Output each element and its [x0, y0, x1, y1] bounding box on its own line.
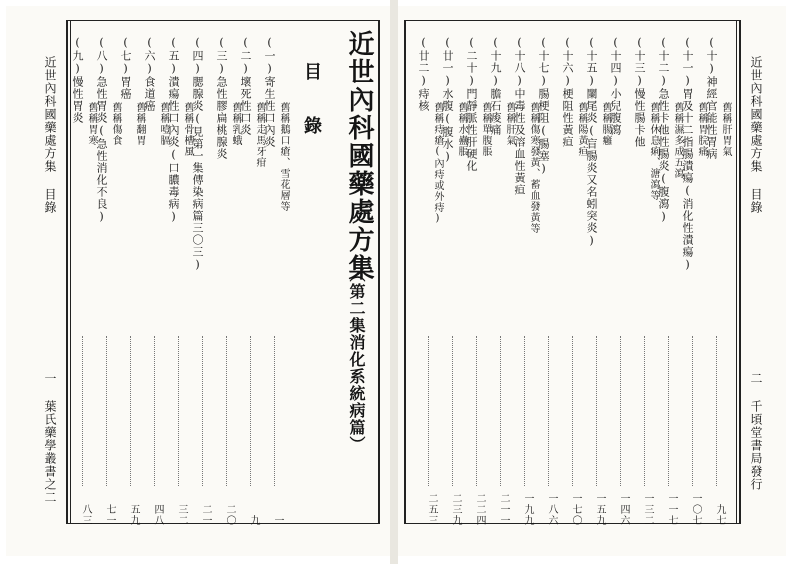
toc-entry-page: 八三 — [80, 504, 91, 526]
leader-dots — [572, 336, 574, 486]
toc-entry-subtitle: 舊稱肝氣 — [504, 102, 515, 146]
leader-dots — [668, 336, 670, 486]
toc-entry-title: (十一)胃及十二指腸潰瘍(消化性潰瘍) — [681, 36, 694, 272]
toc-entry — [118, 36, 144, 526]
toc-entry-title: (十六)梗阻性黃疸 — [561, 36, 574, 148]
left-border-outer — [66, 20, 68, 524]
toc-entry-title: (五)潰瘍性口內炎(口膿毒病) — [167, 36, 180, 224]
left-footer: 葉氏藥學叢書之二 — [43, 400, 57, 504]
gutter — [390, 0, 398, 564]
toc-entry-subtitle: 舊稱傷食 — [110, 102, 121, 146]
toc-entry — [584, 36, 610, 526]
toc-entry-page: 三二 — [176, 504, 187, 526]
leader-dots — [130, 336, 132, 486]
toc-entry-title: (四)腮腺炎(見第一集傳染病篇三〇三) — [191, 36, 204, 272]
book-title: 近世內科國藥處方集 — [344, 30, 374, 282]
toc-entry-title: (八)急性胃炎(急性消化不良) — [95, 36, 108, 224]
toc-entry — [464, 36, 490, 526]
toc-entry-title: (一)寄生性口內炎 — [263, 36, 276, 148]
leader-dots — [596, 336, 598, 486]
leader-dots — [250, 336, 252, 486]
toc-entry-title: (十)神經官能性胃病 — [705, 36, 718, 160]
toc-entry-subtitle: 舊稱胃脘痛 — [696, 102, 707, 157]
right-border-top — [404, 20, 741, 21]
toc-entry — [238, 36, 264, 526]
toc-entry — [70, 36, 96, 526]
left-running-head: 近世內科國藥處方集 — [43, 56, 57, 173]
left-border-right — [378, 20, 380, 524]
toc-entry — [608, 36, 634, 526]
toc-entry-page: 二三九 — [450, 493, 461, 526]
right-page-number: 二 — [749, 372, 763, 385]
toc-entry-page: 一九九 — [522, 493, 533, 526]
toc-entry-title: (十四)小兒腹瀉 — [609, 36, 622, 136]
toc-entry — [488, 36, 514, 526]
toc-entry-page: 一三二 — [642, 493, 653, 526]
toc-entry-page: 二二四 — [474, 493, 485, 526]
left-section-label: 目錄 — [43, 188, 57, 214]
toc-entry-title: (十九)膽石痠痛 — [489, 36, 502, 136]
toc-entry — [262, 36, 288, 526]
leader-dots — [620, 336, 622, 486]
leader-dots — [274, 336, 276, 486]
toc-entry-page: 一一七 — [666, 493, 677, 526]
leader-dots — [202, 336, 204, 486]
right-border-inner — [736, 20, 737, 524]
toc-entry — [440, 36, 466, 526]
toc-entry-subtitle: 舊稱骨槽風 — [182, 102, 193, 157]
toc-entry-title: (十二)急性卡他性腸炎(腹瀉) — [657, 36, 670, 224]
leader-dots — [154, 336, 156, 486]
toc-entry — [142, 36, 168, 526]
left-page-number: 一 — [43, 372, 57, 385]
toc-entry — [704, 36, 730, 526]
toc-entry-subtitle: 舊稱走馬牙疳 — [254, 102, 265, 168]
right-section-label: 目錄 — [749, 188, 763, 214]
toc-entry — [560, 36, 586, 526]
toc-entry-subtitle: 舊稱肝胃氣 — [720, 102, 731, 157]
toc-entry-subtitle: 舊稱痔瘡(內痔或外痔) — [432, 102, 443, 225]
leader-dots — [476, 336, 478, 486]
toc-entry-page: 七一 — [104, 504, 115, 526]
leader-dots — [428, 336, 430, 486]
toc-entry-page: 二五三 — [426, 493, 437, 526]
toc-entry-title: (十三)慢性腸卡他 — [633, 36, 646, 148]
leader-dots — [716, 336, 718, 486]
leader-dots — [644, 336, 646, 486]
toc-entry-title: (七)胃癌 — [119, 36, 132, 100]
toc-heading-2: 錄 — [304, 116, 322, 137]
toc-entry-page: 二一 — [200, 504, 211, 526]
toc-entry-subtitle: 舊稱噎膈 — [158, 102, 169, 146]
toc-entry-subtitle: 舊稱腸癰 — [600, 102, 611, 146]
toc-entry-title: (三)急性膠扁桃腺炎 — [215, 36, 228, 160]
toc-heading-1: 目 — [304, 62, 322, 83]
toc-entry-title: (廿一)水腹(腹水) — [441, 36, 454, 164]
toc-entry-page: 一〇七 — [690, 493, 701, 526]
toc-entry-title: (六)食道癌 — [143, 36, 156, 112]
leader-dots — [226, 336, 228, 486]
toc-entry-subtitle: 舊稱休息痢、溏瀉等 — [648, 102, 659, 201]
toc-entry-page: 一五九 — [594, 493, 605, 526]
toc-entry-subtitle: 舊稱傷寒發黃、蓄血發黃等 — [528, 102, 539, 234]
toc-entry-page: 二〇 — [224, 504, 235, 526]
leader-dots — [178, 336, 180, 486]
toc-entry-subtitle: 舊稱陽黃疸 — [576, 102, 587, 157]
leader-dots — [548, 336, 550, 486]
toc-entry — [416, 36, 442, 526]
toc-entry-page: 一 — [272, 515, 283, 526]
toc-entry — [166, 36, 192, 526]
toc-entry-subtitle: 舊稱濕多成五瀉 — [672, 102, 683, 179]
toc-entry — [680, 36, 706, 526]
toc-entry-title: (十七)腸梗阻(腸塞) — [537, 36, 550, 176]
right-running-head: 近世內科國藥處方集 — [749, 56, 763, 173]
toc-entry-subtitle: 舊稱胃寒 — [86, 102, 97, 146]
right-border-left — [404, 20, 406, 524]
toc-entry-subtitle: 舊稱鵝口瘡、雪花層等 — [278, 102, 289, 212]
leader-dots — [82, 336, 84, 486]
toc-entry — [632, 36, 658, 526]
toc-entry-page: 五九 — [128, 504, 139, 526]
toc-entry — [512, 36, 538, 526]
toc-entry — [214, 36, 240, 526]
toc-entry-subtitle: 舊稱翻胃 — [134, 102, 145, 146]
right-footer: 千頃堂書局發行 — [749, 400, 763, 491]
toc-entry — [656, 36, 682, 526]
toc-entry-title: (二十)門靜脈性肝硬化 — [465, 36, 478, 172]
right-border-outer — [739, 20, 741, 524]
toc-entry-page: 四八 — [152, 504, 163, 526]
toc-entry-subtitle: 舊稱乳蛾 — [230, 102, 241, 146]
toc-entry-title: (十八)中毒性及溶血性黃疸 — [513, 36, 526, 196]
leader-dots — [524, 336, 526, 486]
toc-entry-page: 一八六 — [546, 493, 557, 526]
toc-entry — [94, 36, 120, 526]
toc-entry — [190, 36, 216, 526]
toc-entry-page: 二一一 — [498, 493, 509, 526]
toc-entry — [536, 36, 562, 526]
toc-entry-title: (廿二)痔核 — [417, 36, 430, 112]
toc-entry-title: (二)壞死性口炎 — [239, 36, 252, 136]
leader-dots — [106, 336, 108, 486]
toc-entry-page: 九七 — [714, 504, 725, 526]
volume-title: （第二集消化系統病篇） — [347, 266, 366, 453]
toc-entry-title: (九)慢性胃炎 — [71, 36, 84, 124]
toc-entry-subtitle: 舊稱水蠱脹 — [456, 102, 467, 157]
leader-dots — [692, 336, 694, 486]
leader-dots — [452, 336, 454, 486]
toc-entry-page: 一四六 — [618, 493, 629, 526]
leader-dots — [500, 336, 502, 486]
toc-entry-page: 一七〇 — [570, 493, 581, 526]
toc-entry-subtitle: 舊稱單腹脹 — [480, 102, 491, 157]
left-border-top — [66, 20, 380, 21]
toc-entry-title: (十五)闌尾炎(盲腸炎又名蚓突炎) — [585, 36, 598, 248]
toc-entry-page: 九 — [248, 515, 259, 526]
